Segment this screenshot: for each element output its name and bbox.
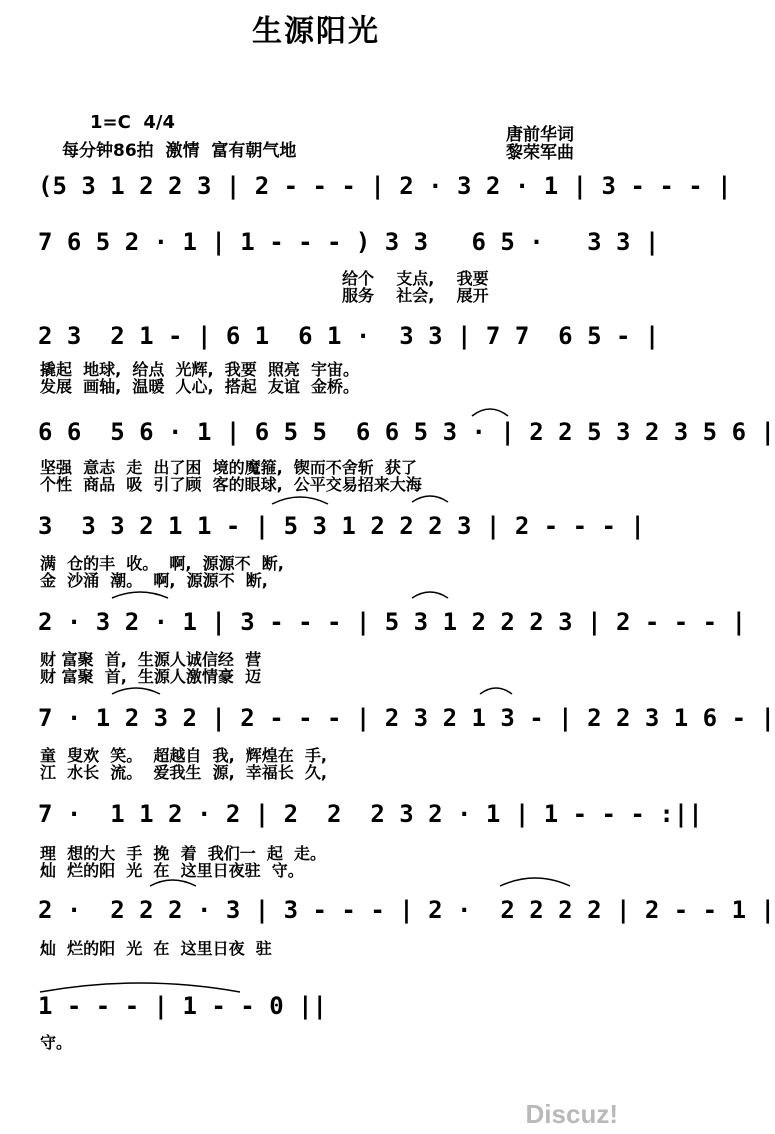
lyric-line-6-verse-2: 财 富聚 首, 生源人激情豪 迈	[40, 667, 262, 686]
lyric-line-6-verse-1: 财 富聚 首, 生源人诚信经 营	[40, 650, 262, 669]
lyric-line-9: 灿 烂的阳 光 在 这里日夜 驻	[40, 939, 272, 958]
discuz-watermark: Discuz!	[525, 1099, 618, 1129]
lyric-line-5-verse-1: 满 仓的丰 收。 啊, 源源不 断,	[40, 554, 284, 573]
notation-line-7: 7 · 1 2 3 2 | 2 - - - | 2 3 2 1 3 - | 2 2 3 1 6 - |	[38, 704, 775, 732]
notation-line-2: 7 6 5 2 · 1 | 1 - - - ) 3 3 6 5 · 3 3 |	[38, 228, 660, 256]
lyric-line-10: 守。	[40, 1033, 73, 1052]
key-time-signature: 1=C 4/4	[90, 112, 175, 133]
lyric-line-3-verse-1: 撬起 地球, 给点 光辉, 我要 照亮 宇宙。	[40, 360, 360, 379]
lyric-line-5-verse-2: 金 沙涌 潮。 啊, 源源不 断,	[40, 571, 268, 590]
notation-line-1: (5 3 1 2 2 3 | 2 - - - | 2 · 3 2 · 1 | 3 - - - |	[38, 172, 732, 200]
composer-credit: 黎荣军曲	[506, 143, 574, 163]
lyric-line-2-verse-1: 给个 支点, 我要	[342, 269, 489, 288]
notation-line-9: 2 · 2 2 2 · 3 | 3 - - - | 2 · 2 2 2 2 | 2 - - 1 |	[38, 896, 775, 924]
notation-line-3: 2 3 2 1 - | 6 1 6 1 · 3 3 | 7 7 6 5 - |	[38, 322, 660, 350]
lyric-line-4-verse-1: 坚强 意志 走 出了困 境的魔箍, 锲而不舍斩 获了	[40, 458, 417, 477]
lyricist-credit: 唐前华词	[506, 125, 574, 145]
lyric-line-3-verse-2: 发展 画轴, 温暖 人心, 搭起 友谊 金桥。	[40, 377, 360, 396]
notation-line-8: 7 · 1 1 2 · 2 | 2 2 2 3 2 · 1 | 1 - - - :||	[38, 800, 703, 828]
lyric-line-8-verse-2: 灿 烂的阳 光 在 这里日夜驻 守。	[40, 861, 304, 880]
notation-line-10: 1 - - - | 1 - - 0 ||	[38, 992, 327, 1020]
lyric-line-4-verse-2: 个性 商品 吸 引了顾 客的眼球, 公平交易招来大海	[40, 475, 422, 494]
song-title: 生源阳光	[252, 14, 380, 49]
lyric-line-8-verse-1: 理 想的大 手 挽 着 我们一 起 走。	[40, 844, 326, 863]
lyric-line-2-verse-2: 服务 社会, 展开	[342, 286, 489, 305]
notation-line-6: 2 · 3 2 · 1 | 3 - - - | 5 3 1 2 2 2 3 | 2 - - - |	[38, 608, 747, 636]
tempo-marking: 每分钟86拍 激情 富有朝气地	[62, 141, 297, 161]
lyric-line-7-verse-1: 童 叟欢 笑。 超越自 我, 辉煌在 手,	[40, 746, 328, 765]
lyric-line-7-verse-2: 江 水长 流。 爱我生 源, 幸福长 久,	[40, 763, 328, 782]
notation-line-5: 3 3 3 2 1 1 - | 5 3 1 2 2 2 3 | 2 - - - |	[38, 512, 645, 540]
notation-line-4: 6 6 5 6 · 1 | 6 5 5 6 6 5 3 · | 2 2 5 3 2 3 5 6 |	[38, 418, 775, 446]
